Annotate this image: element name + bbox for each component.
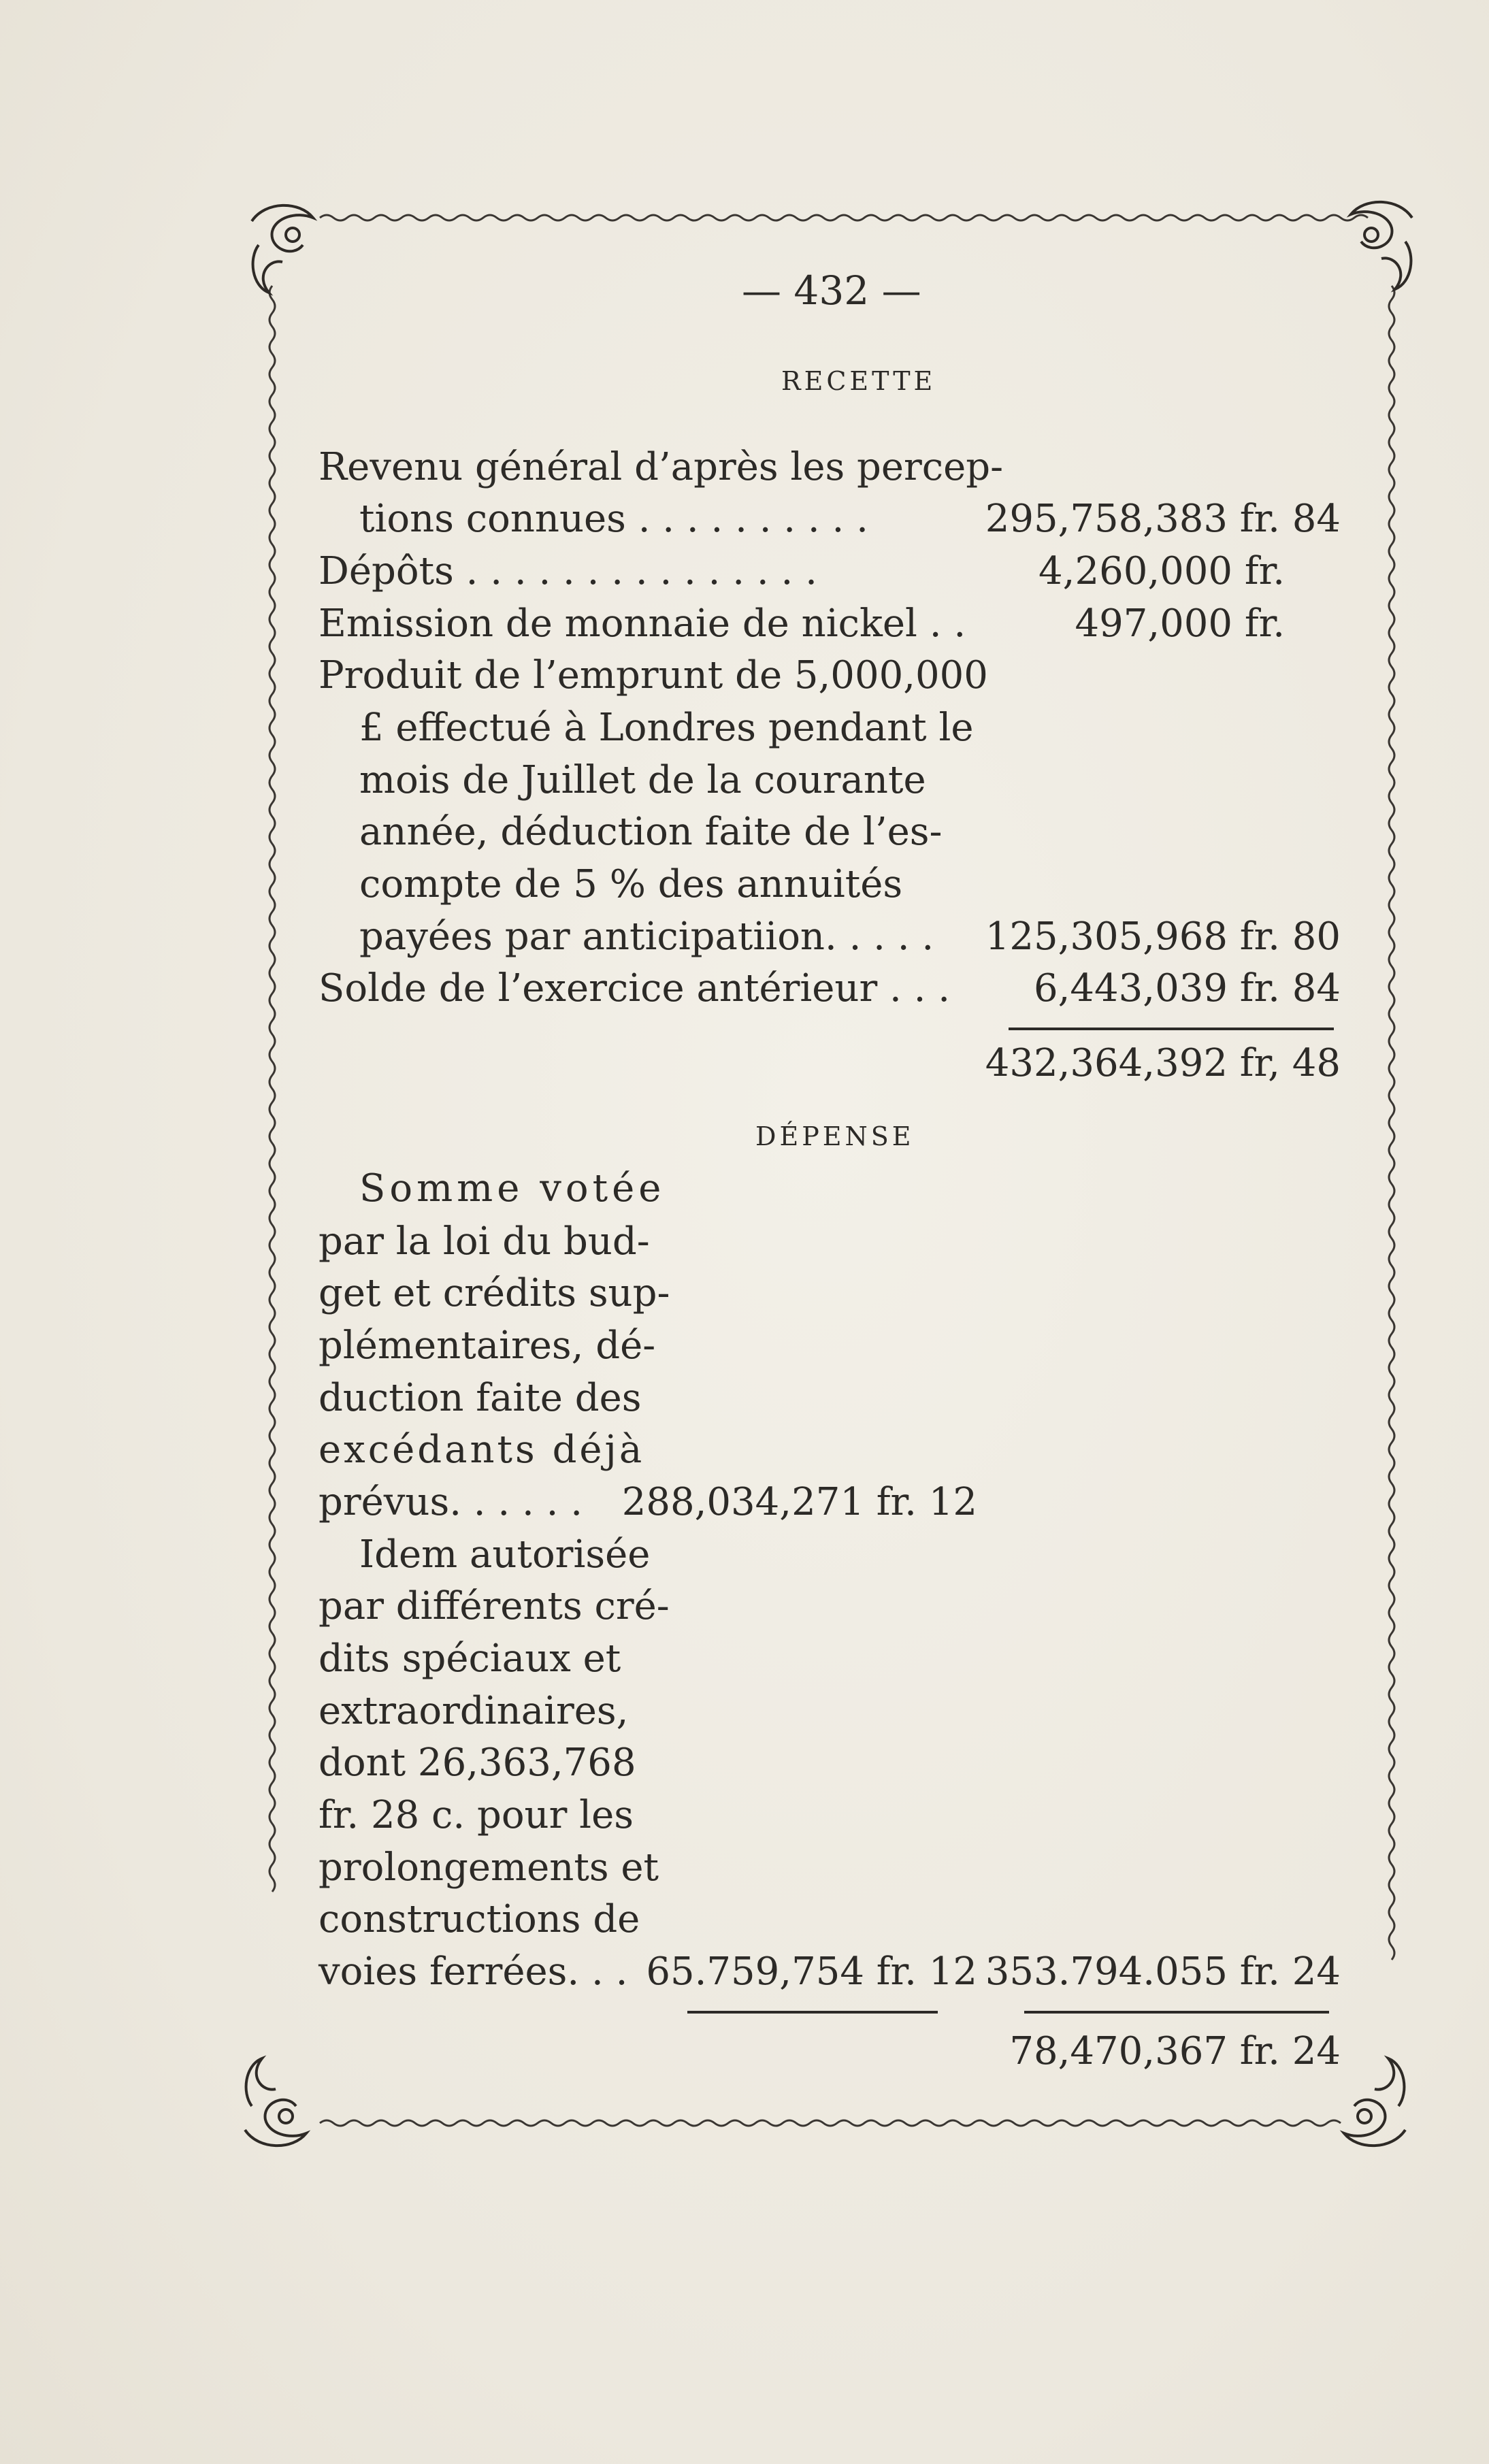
- depense-line: par la loi du bud-: [318, 1219, 650, 1264]
- recette-line: payées par anticipatiion. . . . .: [359, 915, 934, 959]
- recette-line: Revenu général d’après les percep-: [318, 445, 1004, 489]
- recette-line: £ effectué à Londres pendant le: [359, 706, 974, 750]
- recette-line: Emission de monnaie de nickel . .: [318, 602, 966, 646]
- corner-ornament-top-right: [1351, 202, 1412, 289]
- depense-line: prolongements et: [318, 1845, 659, 1890]
- recette-amount: 4,260,000 fr.: [1038, 549, 1285, 593]
- recette-line: tions connues . . . . . . . . . .: [359, 497, 868, 541]
- depense-line: excédants déjà: [318, 1428, 645, 1472]
- page-number: — 432 —: [742, 267, 921, 314]
- recette-amount: 125,305,968 fr. 80: [985, 915, 1341, 959]
- depense-line: prévus. . . . . .: [318, 1480, 583, 1524]
- depense-amount-rule: [687, 2011, 938, 2014]
- depense-heading: DÉPENSE: [755, 1121, 915, 1151]
- recette-amount: 295,758,383 fr. 84: [985, 497, 1341, 541]
- corner-ornament-bottom-left: [245, 2058, 306, 2146]
- depense-line: Idem autorisée: [359, 1532, 651, 1577]
- depense-amount: 65.759,754 fr. 12: [646, 1950, 977, 1994]
- depense-total: 353.794.055 fr. 24: [985, 1950, 1341, 1994]
- corner-ornament-top-left: [252, 206, 313, 293]
- recette-total-rule: [1009, 1028, 1334, 1030]
- recette-line: Produit de l’emprunt de 5,000,000: [318, 653, 988, 697]
- recette-line: année, déduction faite de l’es-: [359, 810, 943, 854]
- depense-line: fr. 28 c. pour les: [318, 1793, 634, 1837]
- depense-line: constructions de: [318, 1897, 640, 1941]
- depense-line: Somme votée: [359, 1166, 666, 1211]
- depense-line: dont 26,363,768: [318, 1741, 636, 1785]
- bottom-wavy-rule: [320, 2120, 1341, 2126]
- depense-amount: 288,034,271 fr. 12: [621, 1480, 977, 1524]
- depense-line: dits spéciaux et: [318, 1637, 621, 1681]
- solde-amount: 78,470,367 fr. 24: [1009, 2029, 1341, 2073]
- recette-heading: RECETTE: [781, 366, 936, 396]
- depense-line: par différents cré-: [318, 1584, 670, 1628]
- depense-line: voies ferrées. . .: [318, 1950, 628, 1994]
- top-wavy-rule: [320, 215, 1368, 220]
- corner-ornament-bottom-right: [1344, 2058, 1405, 2146]
- depense-total-rule: [1024, 2011, 1329, 2014]
- depense-line: duction faite des: [318, 1376, 642, 1420]
- right-wavy-rule: [1389, 286, 1394, 1960]
- depense-line: get et crédits sup-: [318, 1271, 670, 1315]
- left-wavy-rule: [269, 286, 275, 1892]
- depense-line: plémentaires, dé-: [318, 1324, 656, 1368]
- recette-line: compte de 5 % des annuités: [359, 862, 903, 906]
- recette-amount: 6,443,039 fr. 84: [1033, 966, 1341, 1011]
- recette-total: 432,364,392 fr, 48: [985, 1041, 1341, 1085]
- depense-line: extraordinaires,: [318, 1689, 629, 1733]
- recette-line: mois de Juillet de la courante: [359, 758, 926, 802]
- recette-line: Dépôts . . . . . . . . . . . . . . .: [318, 549, 817, 593]
- recette-line: Solde de l’exercice antérieur . . .: [318, 966, 951, 1011]
- recette-amount: 497,000 fr.: [1075, 602, 1285, 646]
